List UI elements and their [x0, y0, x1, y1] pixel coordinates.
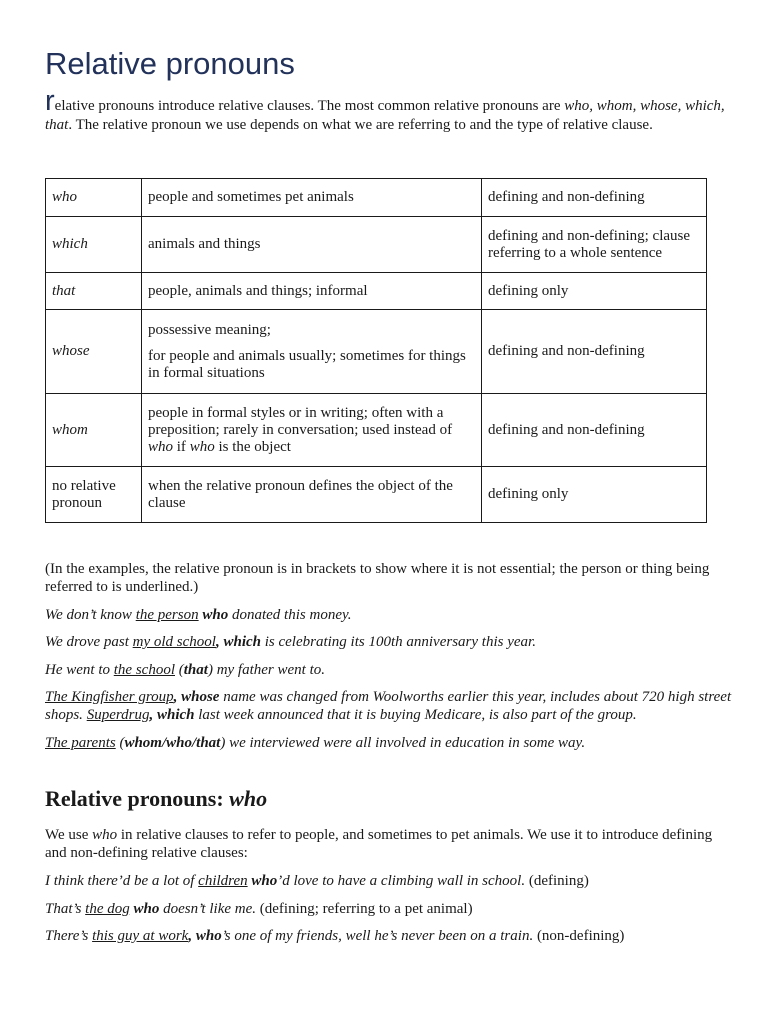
example-sentence: There’s this guy at work, who’s one of my friends, well he’s never been on a train. (non-defining)	[45, 928, 625, 944]
example-sentence: We don’t know the person who donated this money.	[45, 607, 352, 623]
page-title: Relative pronouns	[45, 46, 295, 81]
pronoun-cell: who	[52, 189, 78, 205]
use-cell: possessive meaning; for people and animals usually; sometimes for things in formal situations	[142, 310, 482, 394]
use-cell: animals and things	[142, 217, 482, 273]
type-cell: defining and non-defining	[482, 179, 707, 217]
example-sentence: That’s the dog who doesn’t like me. (defining; referring to a pet animal)	[45, 901, 473, 917]
examples-note: (In the examples, the relative pronoun is in brackets to show where it is not essential; the person or thing being referred to is underlined.)	[45, 561, 710, 595]
table-row	[46, 310, 707, 394]
pronoun-cell: that	[52, 282, 76, 299]
intro-paragraph: relative pronouns introduce relative clauses. The most common relative pronouns are who, whom, whose, which, that. The relative pronoun we use depends on what we are referring to and the type of relative clause.	[45, 85, 725, 133]
pronoun-cell: whom	[52, 421, 88, 438]
type-cell: defining and non-defining; clause referring to a whole sentence	[482, 217, 707, 273]
table-row	[46, 273, 707, 310]
pronoun-cell: which	[52, 236, 88, 252]
drop-cap: r	[45, 85, 55, 117]
table-row	[46, 394, 707, 467]
use-cell: when the relative pronoun defines the object of the clause	[142, 467, 482, 523]
type-cell: defining only	[482, 273, 707, 310]
pronoun-cell: no relative pronoun	[46, 467, 142, 523]
section-heading: Relative pronouns: who	[45, 786, 268, 811]
pronoun-table	[45, 178, 707, 523]
example-sentence: The parents (whom/who/that) we interviewed were all involved in education in some way.	[45, 735, 586, 751]
example-sentence: I think there’d be a lot of children who’d love to have a climbing wall in school. (defining)	[45, 873, 589, 889]
use-cell: people and sometimes pet animals	[142, 179, 482, 217]
table-row	[46, 467, 707, 523]
section-paragraph: We use who in relative clauses to refer to people, and sometimes to pet animals. We use it to introduce defining and non-defining relative clauses:	[45, 827, 713, 861]
use-cell: people, animals and things; informal	[142, 273, 482, 310]
example-sentence: The Kingfisher group, whose name was changed from Woolworths earlier this year, includes about 720 high street shops. Superdrug, which last week announced that it is buying Medicare, is also part of the group.	[45, 689, 732, 723]
use-cell: people in formal styles or in writing; often with a preposition; rarely in conversation; used instead of who if who is the object	[142, 394, 482, 467]
type-cell: defining and non-defining	[482, 394, 707, 467]
type-cell: defining only	[482, 467, 707, 523]
table-row	[46, 179, 707, 217]
type-cell: defining and non-defining	[482, 310, 707, 394]
example-sentence: He went to the school (that) my father went to.	[45, 662, 326, 678]
example-sentence: We drove past my old school, which is celebrating its 100th anniversary this year.	[45, 634, 536, 650]
pronoun-cell: whose	[52, 343, 90, 359]
table-row	[46, 217, 707, 273]
